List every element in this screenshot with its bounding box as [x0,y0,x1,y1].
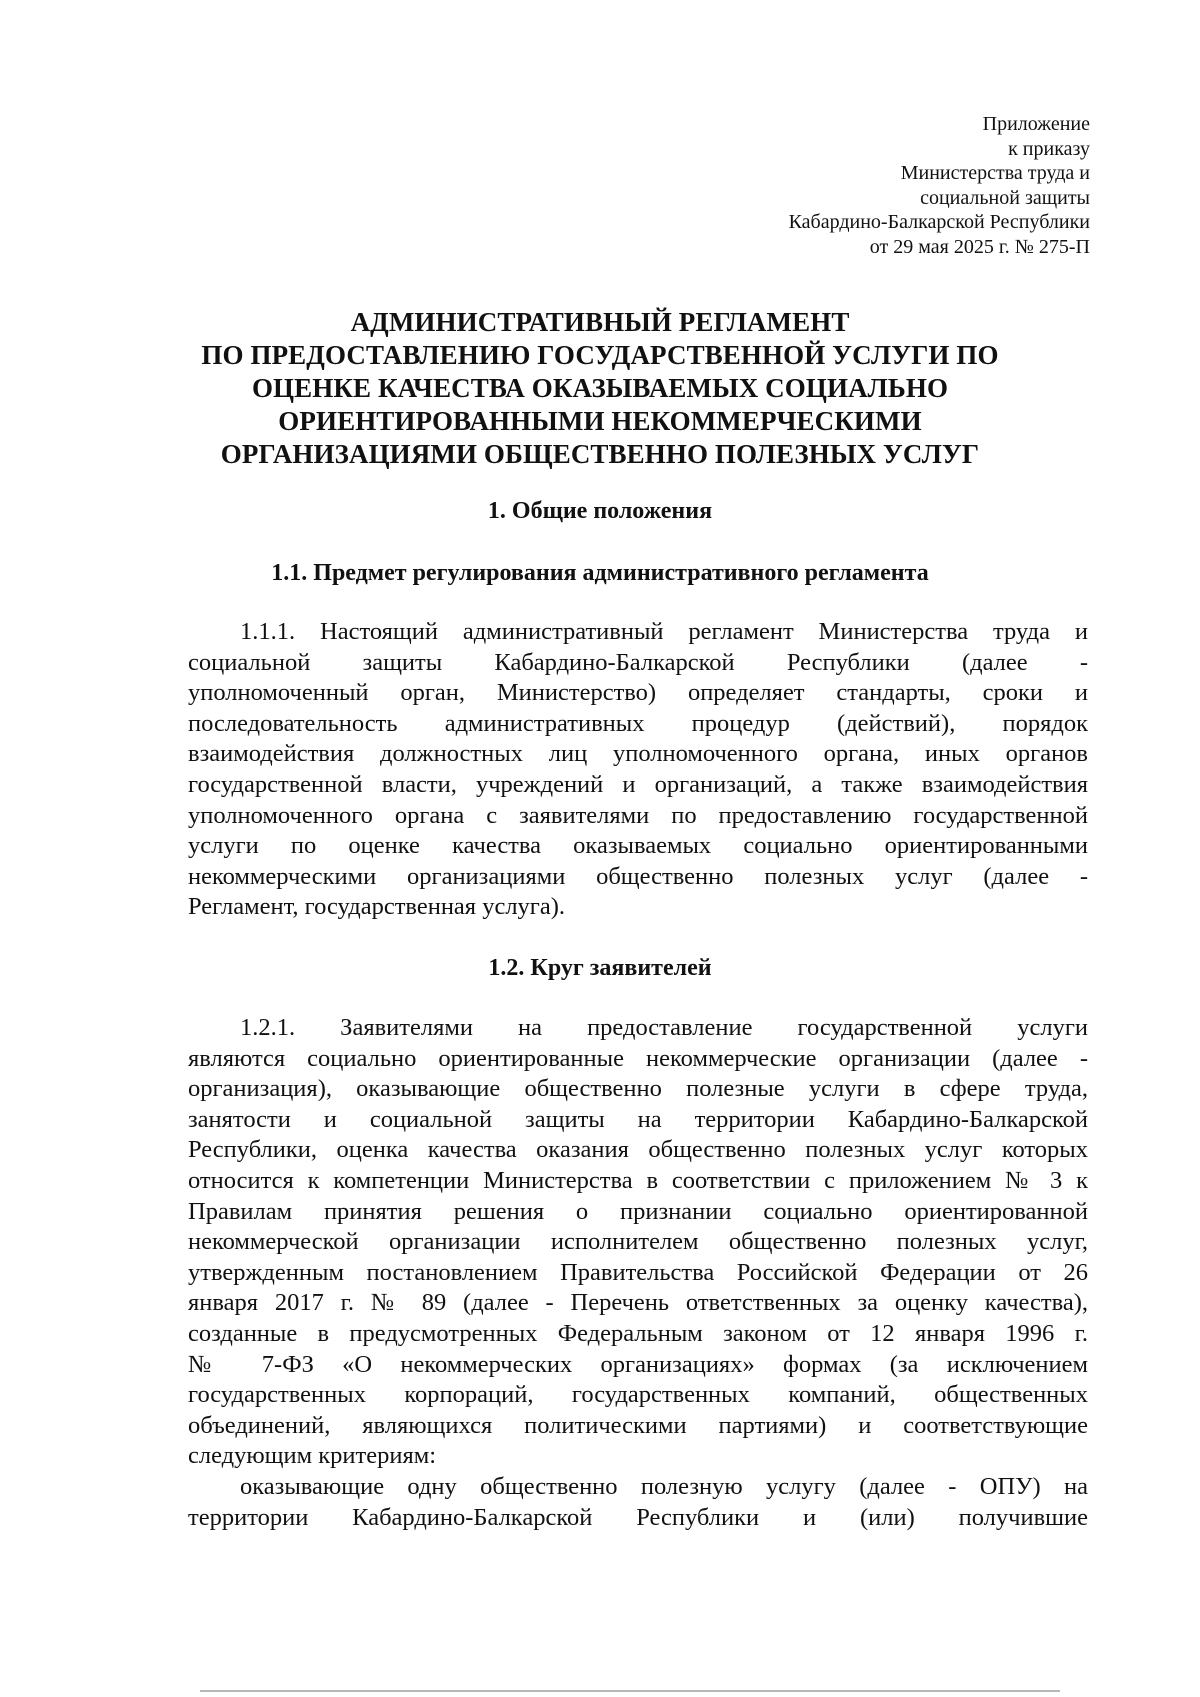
paragraph-line: услуги по оценке качества оказываемых социально ориентированными [188,832,1088,860]
paragraph-line: уполномоченный орган, Министерство) определяет стандарты, сроки и [188,679,1088,707]
paragraph-line: утвержденным постановлением Правительства Российской Федерации от 26 [188,1258,1088,1286]
title-line: ОРГАНИЗАЦИЯМИ ОБЩЕСТВЕННО ПОЛЕЗНЫХ УСЛУГ [220,439,980,469]
document-title [0,306,1200,471]
paragraph-line: территории Кабардино-Балкарской Республики и (или) получившие [188,1503,1088,1531]
appendix-line: Кабардино-Балкарской Республики [788,211,1090,233]
paragraph-line: созданные в предусмотренных Федеральным законом от 12 января 1996 г. [188,1319,1088,1347]
paragraph-line: объединений, являющихся политическими партиями) и соответствующие [188,1411,1088,1439]
paragraph-line: следующим критериям: [188,1442,437,1470]
paragraph-line: социальной защиты Кабардино-Балкарской Республики (далее - [188,648,1088,676]
paragraph-line: января 2017 г. № 89 (далее - Перечень ответственных за оценку качества), [188,1289,1088,1317]
paragraph-line: некоммерческой организации исполнителем общественно полезных услуг, [188,1228,1088,1256]
paragraph-line: Правилам принятия решения о признании социально ориентированной [188,1197,1088,1225]
paragraph-line: некоммерческими организациями общественно полезных услуг (далее - [188,862,1088,890]
paragraph-line: взаимодействия должностных лиц уполномоченного органа, иных органов [188,740,1088,768]
appendix-line: к приказу [1008,137,1090,160]
appendix-line: от 29 мая 2025 г. № 275-П [869,235,1090,258]
page-bottom-edge-rule [200,1690,1060,1692]
section-heading-general-provisions: 1. Общие положения [487,498,713,524]
paragraph-line: занятости и социальной защиты на территории Кабардино-Балкарской [188,1105,1088,1133]
title-line: ПО ПРЕДОСТАВЛЕНИЮ ГОСУДАРСТВЕННОЙ УСЛУГИ ПО [201,340,999,370]
paragraph-criteria-first [188,1472,1088,1533]
paragraph-line: 1.1.1. Настоящий административный регламент Министерства труда и [240,618,1088,645]
paragraph-line: относится к компетенции Министерства в соответствии с приложением № 3 к [188,1166,1088,1194]
appendix-line: Приложение [982,113,1090,135]
paragraph-line: организация), оказывающие общественно полезные услуги в сфере труда, [188,1075,1088,1103]
title-line: ОРИЕНТИРОВАННЫМИ НЕКОММЕРЧЕСКИМИ [278,406,922,436]
appendix-header [530,112,1090,259]
section-heading-applicants: 1.2. Круг заявителей [488,955,712,981]
paragraph-1-2-1 [188,1013,1088,1472]
appendix-line: социальной защиты [920,186,1090,209]
appendix-line: Министерства труда и [900,162,1090,184]
paragraph-1-1-1 [188,617,1088,923]
paragraph-line: Регламент, государственная услуга). [188,893,566,921]
title-line: АДМИНИСТРАТИВНЫЙ РЕГЛАМЕНТ [350,307,850,337]
paragraph-line: государственных корпораций, государственных компаний, общественных [188,1381,1088,1409]
paragraph-line: являются социально ориентированные некоммерческие организации (далее - [188,1044,1088,1072]
paragraph-line: Республики, оценка качества оказания общественно полезных услуг которых [188,1136,1088,1164]
paragraph-line: оказывающие одну общественно полезную услугу (далее - ОПУ) на [240,1473,1088,1500]
title-line: ОЦЕНКЕ КАЧЕСТВА ОКАЗЫВАЕМЫХ СОЦИАЛЬНО [251,373,949,403]
paragraph-line: уполномоченного органа с заявителями по предоставлению государственной [188,801,1088,829]
paragraph-line: последовательность административных процедур (действий), порядок [188,709,1088,737]
section-heading-subject-of-regulation: 1.1. Предмет регулирования административного регламента [271,560,929,586]
paragraph-line: государственной власти, учреждений и организаций, а также взаимодействия [188,770,1088,798]
paragraph-line: № 7-ФЗ «О некоммерческих организациях» формах (за исключением [188,1350,1088,1378]
paragraph-line: 1.2.1. Заявителями на предоставление государственной услуги [240,1014,1088,1041]
